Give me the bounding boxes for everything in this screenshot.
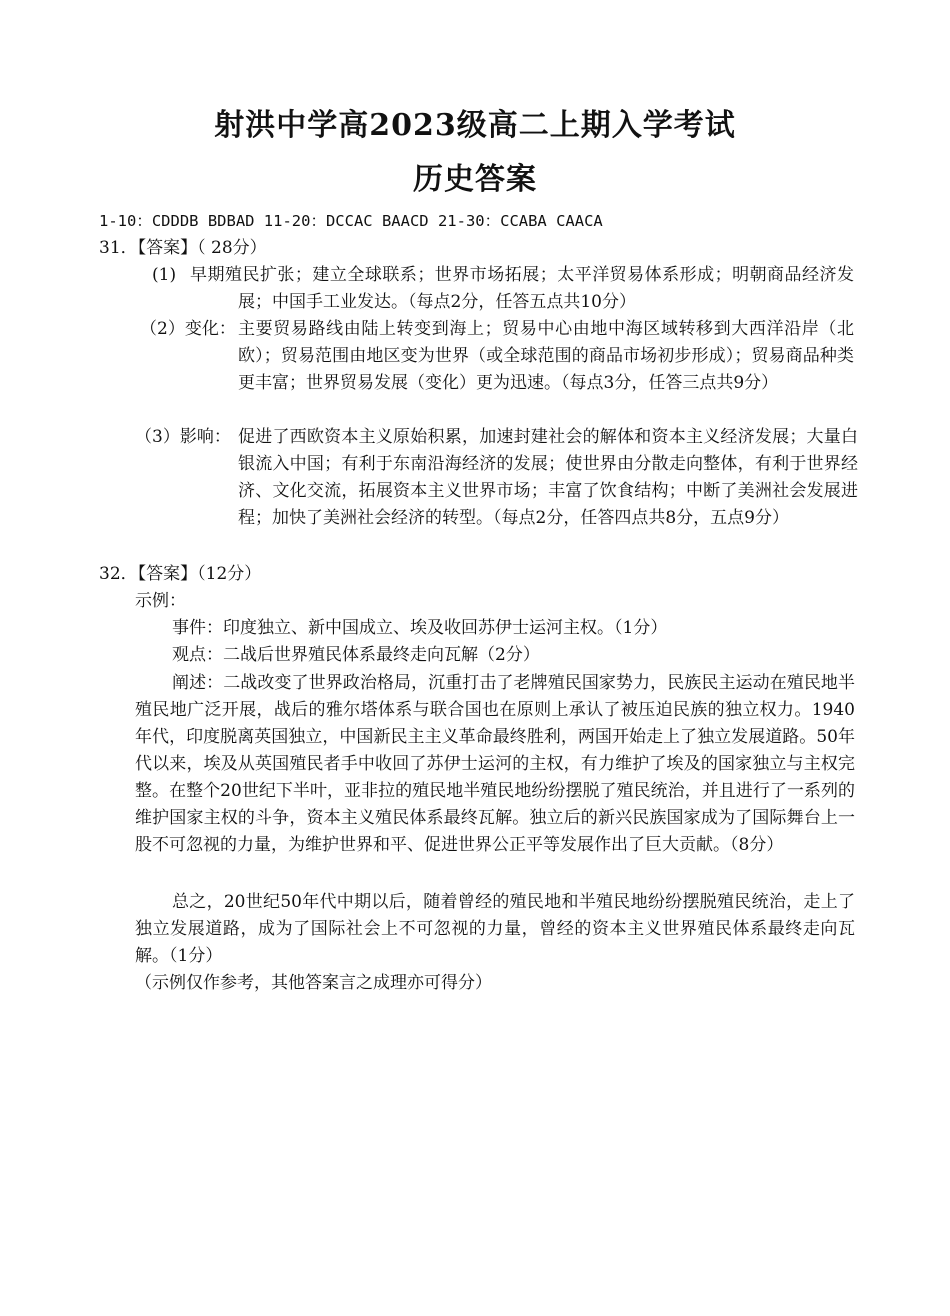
q32-header: 32．【答案】（12分）: [99, 564, 262, 584]
q32-example-label: 示例：: [135, 591, 186, 611]
q31-part3-label: （3）影响：: [135, 427, 231, 447]
q31-part1-text: 早期殖民扩张；建立全球联系；世界市场拓展；太平洋贸易体系形成；明朝商品经济发展；中国手工业发达。（每点2分，任答五点共10分）: [190, 265, 854, 312]
q32-summary: 总之，20世纪50年代中期以后，随着曾经的殖民地和半殖民地纷纷摆脱殖民统治，走上了独立发展道路，成为了国际社会上不可忽视的力量，曾经的资本主义世界殖民体系最终走向瓦解。（1分）: [135, 892, 855, 966]
q31-part2-label: （2）变化：: [140, 319, 236, 339]
page-title: 射洪中学高2023级高二上期入学考试: [214, 108, 736, 143]
q32-note: （示例仅作参考，其他答案言之成理亦可得分）: [135, 973, 492, 993]
q32-elaboration: 阐述：二战改变了世界政治格局，沉重打击了老牌殖民国家势力，民族民主运动在殖民地半殖民地广泛开展，战后的雅尔塔体系与联合国也在原则上承认了被压迫民族的独立权力。1940年代，印度脱离英国独立，中国新民主主义革命最终胜利，两国开始走上了独立发展道路。50年代以来，埃及从英国殖民者手中收回了苏伊士运河的主权，有力维护了埃及的国家独立与主权完整。在整个20世纪下半叶，亚非拉的殖民地半殖民地纷纷摆脱了殖民统治，并且进行了一系列的维护国家主权的斗争，资本主义殖民体系最终瓦解。独立后的新兴民族国家成为了国际舞台上一股不可忽视的力量，为维护世界和平、促进世界公正平等发展作出了巨大贡献。（8分）: [135, 673, 855, 855]
q31-part3-text: 促进了西欧资本主义原始积累，加速封建社会的解体和资本主义经济发展；大量白银流入中国；有利于东南沿海经济的发展；使世界由分散走向整体，有利于世界经济、文化交流，拓展资本主义世界市场；丰富了饮食结构；中断了美洲社会发展进程；加快了美洲社会经济的转型。（每点2分，任答四点共8分，五点9分）: [238, 427, 858, 528]
answer-key: 1-10：CDDDB BDBAD 11-20：DCCAC BAACD 21-30：CCABA CAACA: [99, 212, 603, 230]
page-subtitle: 历史答案: [413, 162, 537, 197]
q31-part1-number: (1): [152, 265, 177, 285]
q32-event: 事件：印度独立、新中国成立、埃及收回苏伊士运河主权。（1分）: [172, 618, 668, 638]
q31-part2-text: 主要贸易路线由陆上转变到海上；贸易中心由地中海区域转移到大西洋沿岸（北欧）；贸易范围由地区变为世界（或全球范围的商品市场初步形成）；贸易商品种类更丰富；世界贸易发展（变化）更为迅速。（每点3分，任答三点共9分）: [238, 319, 854, 393]
q31-header: 31．【答案】（ 28分）: [99, 238, 267, 258]
q32-viewpoint: 观点：二战后世界殖民体系最终走向瓦解（2分）: [172, 645, 540, 665]
